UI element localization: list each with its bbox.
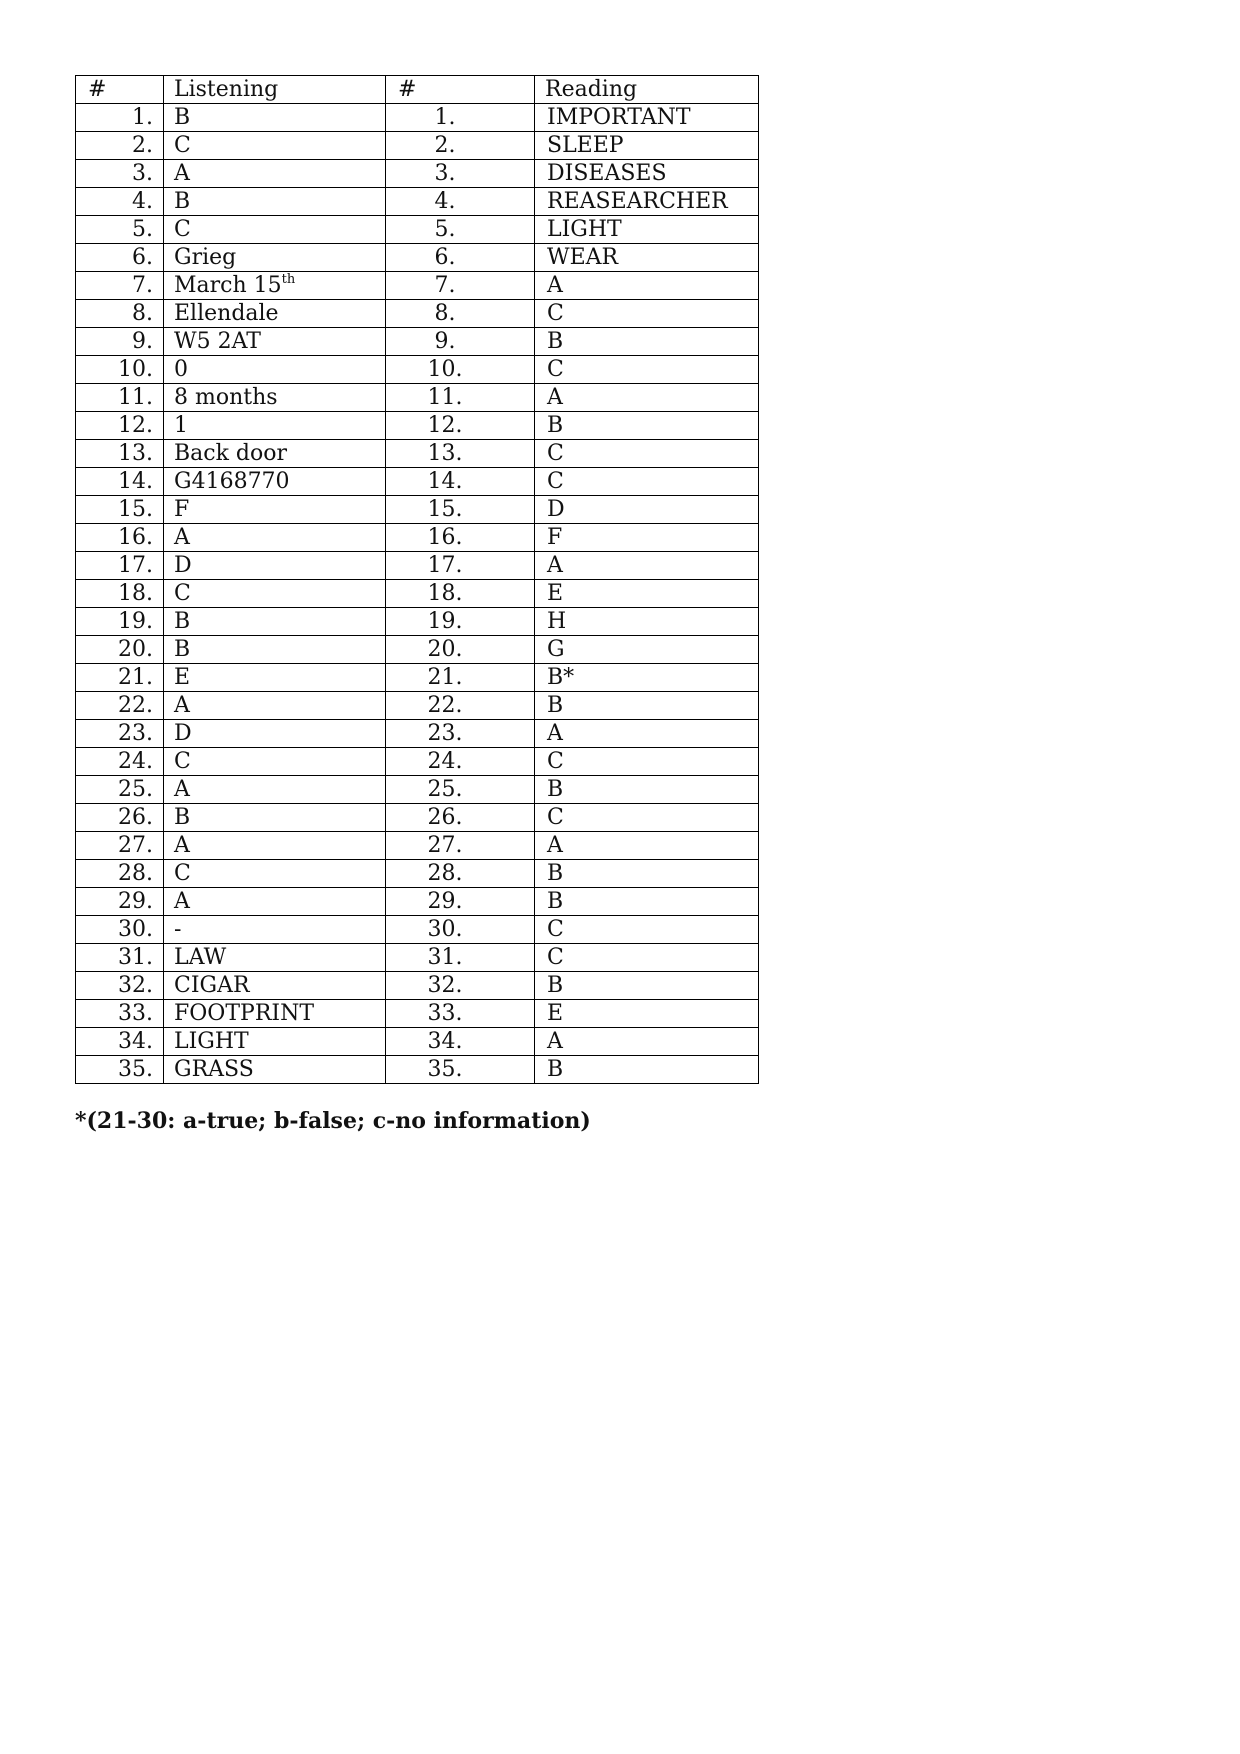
listening-question-number: 17.: [76, 552, 164, 580]
reading-answer: C: [535, 748, 759, 776]
listening-question-number: 18.: [76, 580, 164, 608]
listening-answer: C: [164, 580, 386, 608]
table-row: [76, 496, 759, 524]
reading-answer: C: [535, 944, 759, 972]
reading-question-number: 31.: [386, 944, 535, 972]
table-row: [76, 328, 759, 356]
listening-question-number: 30.: [76, 916, 164, 944]
listening-answer: LAW: [164, 944, 386, 972]
table-row: [76, 552, 759, 580]
listening-answer-text: March 15: [174, 273, 282, 298]
listening-question-number: 33.: [76, 1000, 164, 1028]
listening-answer: Back door: [164, 440, 386, 468]
listening-answer: 0: [164, 356, 386, 384]
table-row: [76, 160, 759, 188]
table-row: [76, 748, 759, 776]
listening-answer: [164, 272, 386, 300]
header-listening-number: #: [76, 76, 164, 104]
reading-answer: LIGHT: [535, 216, 759, 244]
reading-question-number: 34.: [386, 1028, 535, 1056]
reading-answer: A: [535, 720, 759, 748]
listening-question-number: 13.: [76, 440, 164, 468]
reading-answer: G: [535, 636, 759, 664]
listening-question-number: 32.: [76, 972, 164, 1000]
listening-question-number: 2.: [76, 132, 164, 160]
reading-question-number: 23.: [386, 720, 535, 748]
reading-answer: C: [535, 300, 759, 328]
table-row: [76, 804, 759, 832]
listening-answer: LIGHT: [164, 1028, 386, 1056]
listening-question-number: 34.: [76, 1028, 164, 1056]
listening-answer: A: [164, 524, 386, 552]
reading-question-number: 14.: [386, 468, 535, 496]
listening-answer: D: [164, 552, 386, 580]
listening-answer: E: [164, 664, 386, 692]
listening-question-number: 29.: [76, 888, 164, 916]
reading-question-number: 12.: [386, 412, 535, 440]
reading-answer: A: [535, 384, 759, 412]
reading-question-number: 6.: [386, 244, 535, 272]
reading-question-number: 3.: [386, 160, 535, 188]
table-row: [76, 300, 759, 328]
listening-answer: G4168770: [164, 468, 386, 496]
listening-question-number: 20.: [76, 636, 164, 664]
listening-question-number: 9.: [76, 328, 164, 356]
listening-answer: W5 2AT: [164, 328, 386, 356]
listening-question-number: 6.: [76, 244, 164, 272]
reading-answer: D: [535, 496, 759, 524]
table-row: [76, 720, 759, 748]
table-row: [76, 860, 759, 888]
listening-answer: A: [164, 776, 386, 804]
reading-question-number: 4.: [386, 188, 535, 216]
listening-answer: B: [164, 804, 386, 832]
header-row: [76, 76, 759, 104]
listening-question-number: 11.: [76, 384, 164, 412]
reading-answer: B*: [535, 664, 759, 692]
reading-answer: C: [535, 440, 759, 468]
reading-question-number: 27.: [386, 832, 535, 860]
footnote: *(21-30: a-true; b-false; c-no information): [75, 1108, 591, 1134]
listening-answer: Ellendale: [164, 300, 386, 328]
reading-question-number: 13.: [386, 440, 535, 468]
listening-question-number: 15.: [76, 496, 164, 524]
table-row: [76, 216, 759, 244]
listening-question-number: 23.: [76, 720, 164, 748]
reading-answer: WEAR: [535, 244, 759, 272]
reading-question-number: 19.: [386, 608, 535, 636]
listening-answer: B: [164, 608, 386, 636]
table-row: [76, 468, 759, 496]
listening-question-number: 27.: [76, 832, 164, 860]
listening-question-number: 25.: [76, 776, 164, 804]
listening-question-number: 12.: [76, 412, 164, 440]
reading-question-number: 11.: [386, 384, 535, 412]
listening-answer: D: [164, 720, 386, 748]
reading-answer: B: [535, 328, 759, 356]
table-row: [76, 524, 759, 552]
listening-question-number: 31.: [76, 944, 164, 972]
listening-answer: A: [164, 160, 386, 188]
listening-answer: Grieg: [164, 244, 386, 272]
listening-answer: 8 months: [164, 384, 386, 412]
listening-question-number: 10.: [76, 356, 164, 384]
table-row: [76, 244, 759, 272]
reading-question-number: 26.: [386, 804, 535, 832]
listening-question-number: 8.: [76, 300, 164, 328]
listening-question-number: 4.: [76, 188, 164, 216]
table-row: [76, 356, 759, 384]
reading-answer: F: [535, 524, 759, 552]
listening-answer-superscript: th: [281, 272, 296, 287]
reading-answer: H: [535, 608, 759, 636]
table-row: [76, 580, 759, 608]
reading-answer: B: [535, 860, 759, 888]
reading-answer: A: [535, 1028, 759, 1056]
table-row: [76, 1056, 759, 1084]
table-row: [76, 608, 759, 636]
reading-question-number: 2.: [386, 132, 535, 160]
reading-question-number: 22.: [386, 692, 535, 720]
reading-answer: A: [535, 552, 759, 580]
listening-answer: -: [164, 916, 386, 944]
reading-answer: B: [535, 692, 759, 720]
listening-answer: B: [164, 188, 386, 216]
table-row: [76, 412, 759, 440]
listening-answer: F: [164, 496, 386, 524]
table-row: [76, 832, 759, 860]
table-row: [76, 440, 759, 468]
reading-answer: E: [535, 1000, 759, 1028]
header-reading-number: #: [386, 76, 535, 104]
reading-question-number: 30.: [386, 916, 535, 944]
reading-question-number: 16.: [386, 524, 535, 552]
reading-question-number: 1.: [386, 104, 535, 132]
listening-question-number: 16.: [76, 524, 164, 552]
listening-question-number: 14.: [76, 468, 164, 496]
reading-question-number: 33.: [386, 1000, 535, 1028]
listening-answer: C: [164, 216, 386, 244]
listening-answer: C: [164, 748, 386, 776]
listening-question-number: 22.: [76, 692, 164, 720]
reading-answer: C: [535, 468, 759, 496]
table-row: [76, 272, 759, 300]
reading-answer: REASEARCHER: [535, 188, 759, 216]
reading-question-number: 35.: [386, 1056, 535, 1084]
reading-question-number: 32.: [386, 972, 535, 1000]
listening-question-number: 24.: [76, 748, 164, 776]
listening-question-number: 19.: [76, 608, 164, 636]
table-row: [76, 916, 759, 944]
listening-answer: C: [164, 860, 386, 888]
reading-question-number: 18.: [386, 580, 535, 608]
reading-answer: C: [535, 804, 759, 832]
listening-question-number: 7.: [76, 272, 164, 300]
table-row: [76, 776, 759, 804]
listening-answer: C: [164, 132, 386, 160]
reading-question-number: 28.: [386, 860, 535, 888]
answer-key-table-body: [76, 76, 759, 1084]
reading-question-number: 24.: [386, 748, 535, 776]
reading-answer: A: [535, 832, 759, 860]
table-row: [76, 944, 759, 972]
reading-question-number: 29.: [386, 888, 535, 916]
table-row: [76, 888, 759, 916]
listening-answer: A: [164, 888, 386, 916]
table-row: [76, 1028, 759, 1056]
listening-answer: FOOTPRINT: [164, 1000, 386, 1028]
reading-answer: DISEASES: [535, 160, 759, 188]
reading-question-number: 8.: [386, 300, 535, 328]
reading-question-number: 10.: [386, 356, 535, 384]
reading-answer: C: [535, 356, 759, 384]
table-row: [76, 384, 759, 412]
listening-question-number: 28.: [76, 860, 164, 888]
reading-answer: C: [535, 916, 759, 944]
reading-answer: B: [535, 888, 759, 916]
reading-answer: B: [535, 1056, 759, 1084]
listening-answer: A: [164, 832, 386, 860]
table-row: [76, 188, 759, 216]
reading-answer: B: [535, 776, 759, 804]
reading-answer: SLEEP: [535, 132, 759, 160]
reading-question-number: 9.: [386, 328, 535, 356]
table-row: [76, 104, 759, 132]
reading-question-number: 17.: [386, 552, 535, 580]
table-row: [76, 636, 759, 664]
reading-answer: E: [535, 580, 759, 608]
listening-answer: A: [164, 692, 386, 720]
reading-question-number: 21.: [386, 664, 535, 692]
listening-question-number: 5.: [76, 216, 164, 244]
table-row: [76, 692, 759, 720]
listening-answer: 1: [164, 412, 386, 440]
listening-answer: B: [164, 104, 386, 132]
listening-question-number: 21.: [76, 664, 164, 692]
header-listening: Listening: [164, 76, 386, 104]
reading-question-number: 7.: [386, 272, 535, 300]
header-reading: Reading: [535, 76, 759, 104]
listening-answer: B: [164, 636, 386, 664]
reading-answer: IMPORTANT: [535, 104, 759, 132]
table-row: [76, 664, 759, 692]
listening-answer: GRASS: [164, 1056, 386, 1084]
table-row: [76, 1000, 759, 1028]
listening-question-number: 26.: [76, 804, 164, 832]
reading-question-number: 20.: [386, 636, 535, 664]
reading-answer: B: [535, 412, 759, 440]
reading-answer: A: [535, 272, 759, 300]
reading-question-number: 15.: [386, 496, 535, 524]
reading-question-number: 5.: [386, 216, 535, 244]
answer-key-table: [75, 75, 759, 1084]
table-row: [76, 972, 759, 1000]
table-row: [76, 132, 759, 160]
listening-answer: CIGAR: [164, 972, 386, 1000]
reading-answer: B: [535, 972, 759, 1000]
listening-question-number: 3.: [76, 160, 164, 188]
reading-question-number: 25.: [386, 776, 535, 804]
listening-question-number: 35.: [76, 1056, 164, 1084]
listening-question-number: 1.: [76, 104, 164, 132]
